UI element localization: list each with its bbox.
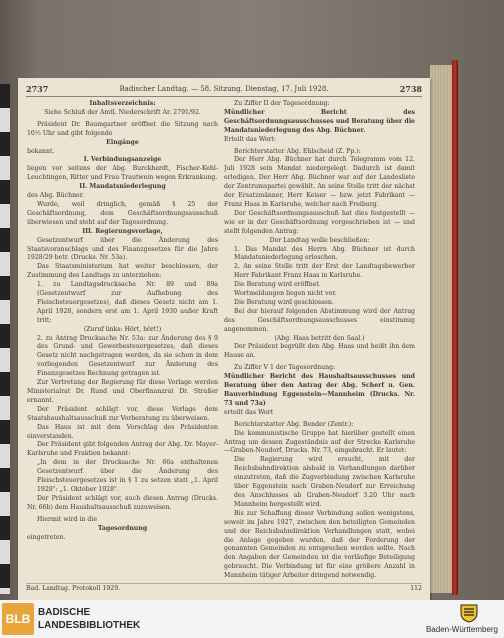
text-paragraph: Die Beratung wird geschlossen. — [234, 298, 334, 306]
text-paragraph: Der Landtag wolle beschließen: — [269, 236, 370, 244]
book-red-edge — [452, 60, 458, 595]
text-paragraph: Bis zur Schaffung dieser Verbindung sollen wenigstens, soweit im Jahre 1927, zwischen den beteiligten Gemeinden und der Reichsbahndirektion Verhandlungen statt, wobei die Anlage gegeben wurden, daß der Forderung der genannten Gemeinden zu entsprechen werden sollte. Nach den Angaben der Gemeinden ist die vorläufige Beteiligung gebraucht. Die Verbindung ist für eine größere Anzahl in Mannheim tätiger Arbeiter dringend notwendig. — [224, 509, 415, 580]
baden-wuerttemberg-crest-icon — [458, 603, 480, 623]
text-paragraph: I. Verbindungsanzeige — [83, 156, 162, 164]
running-header: Badischer Landtag. — 58. Sitzung. Dienstag, 17. Juli 1928. — [119, 85, 329, 93]
text-paragraph: Berichterstatter Abg. Bender (Zentr.): — [234, 420, 354, 428]
text-paragraph: Tagesordnung — [97, 524, 148, 532]
text-paragraph: Inhaltsverzeichnis: — [89, 100, 156, 107]
text-paragraph: Der Präsident schlägt vor, auch diesen Antrag (Drucks. Nr. 66b) dem Haushaltsausschuß zuzuweisen. — [27, 494, 218, 511]
text-paragraph: Zu Ziffer V 1 der Tagesordnung: — [234, 364, 336, 372]
library-name-line2: LANDESBIBLIOTHEK — [38, 620, 141, 631]
library-name — [38, 606, 140, 632]
text-paragraph: erteilt das Wort — [224, 408, 274, 416]
text-paragraph: Mündlicher Bericht des Geschäftsordnungsausschusses und Beratung über die Mandatsniederlegung des Abg. Büchner. — [224, 108, 415, 134]
text-paragraph: II. Mandatsniederlegung — [79, 183, 166, 191]
footer-page-number: 112 — [410, 585, 422, 592]
page-number-left: 2737 — [26, 84, 49, 94]
text-paragraph: (Abg. Haas betritt den Saal.) — [274, 334, 365, 342]
text-paragraph: Das Haus ist mit dem Vorschlag des Präsidenten einverstanden. — [27, 423, 218, 440]
text-paragraph: Der Herr Abg. Büchner hat durch Telegramm vom 12. Juli 1928 sein Mandat niedergelegt. Dadurch ist damit erledigen. Der Herr Abg. Büchner war auf der Landesliste der Zentrumspartei gewählt. An seine Stelle tritt der nächst der Ersatzmänner, Herr Keiser — bzw. jetzt Fabrikant — Franz Haas in Karlsruhe, welcher nach Freiburg. — [224, 156, 415, 208]
text-paragraph: Wurde, weil dringlich, gemäß § 25 der Geschäftsordnung, dem Geschäftsordnungsausschuß überwiesen und steht auf der Tagesordnung. — [27, 200, 218, 226]
text-paragraph: 1. zu Landtagsdrucksache Nr. 89 und 89a (Gesetzentwurf zur Aufhebung des Fleischsteuergesetzes), daß dieses Gesetz nicht am 1. April 1928, sondern erst am 1. April 1930 außer Kraft tritt; — [37, 281, 218, 324]
page-header — [26, 82, 422, 97]
text-paragraph: Wortmeldungen liegen nicht vor. — [234, 290, 337, 298]
text-paragraph: Bei der hierauf folgenden Abstimmung wird der Antrag des Geschäftsordnungsausschusses einstimmig angenommen. — [224, 307, 415, 333]
text-paragraph: Präsident Dr. Baumgartner eröffnet die Sitzung nach 10½ Uhr und gibt folgende — [27, 120, 218, 137]
text-paragraph: des Abg. Büchner. — [27, 192, 84, 200]
text-paragraph: „In dem in der Drucksache Nr. 66a enthaltenen Gesetzentwurf über die Änderung des Fleischsteuergesetzes ist in § 1 zu setzen statt „1. April 1929": „1. Oktober 1928". — [37, 459, 218, 493]
text-paragraph: Zu Ziffer II der Tagesordnung: — [234, 100, 330, 107]
text-paragraph: Der Präsident schlägt vor, diese Vorlage dem Staatshaushaltsausschuß zur Vorberatung zu überweisen. — [27, 405, 218, 422]
text-paragraph: 2. zu Antrag Drucksache Nr. 53a: zur Änderung des § 9 des Grund- und Gewerbesteuergesetzes, daß dieses Gesetz nicht nachgetragen werden, da sie schon in dem vorliegenden Gesetzentwurf zur Änderung des Finanzgesetzes Rechnung getragen ist. — [37, 334, 218, 378]
text-paragraph: Die Beratung wird eröffnet. — [234, 281, 321, 289]
library-banner — [0, 600, 504, 638]
footer-left-note: Bad. Landtag. Protokoll 1929. — [26, 585, 121, 592]
text-paragraph: Eingänge — [106, 138, 139, 146]
right-column — [224, 100, 415, 580]
text-paragraph: 2. An seine Stelle tritt der Erst der Landtagsbewerber Herr Fabrikant Franz Haas in Karlsruhe. — [234, 263, 415, 280]
library-name-line1: BADISCHE — [38, 607, 91, 618]
page-footer — [26, 583, 422, 594]
text-paragraph: Der Präsident gibt folgenden Antrag der Abg. Dr. Mayer-Karlsruhe und Fraktion bekannt: — [27, 441, 218, 458]
text-paragraph: liegen vor seitens der Abg. Burckhardt, Fischer-Kehl-Leuchtingen, Ritter und Frau Trautwein wegen Erkrankung. — [27, 165, 218, 182]
book-page-edges — [430, 65, 453, 593]
text-paragraph: Erteilt das Wort: — [224, 135, 277, 143]
color-scale-strip — [0, 84, 10, 594]
document-page — [18, 78, 430, 600]
baden-wuerttemberg-label: Baden-Württemberg — [425, 625, 498, 634]
text-paragraph: Die kommunistische Gruppe hat hierüber gestellt einen Antrag um dessen Zugeständnis auf der Strecke Karlsruhe—Graben-Neudorf, Drucks. Nr. 73, eingebracht. Er lautet: — [224, 429, 415, 455]
text-paragraph: Der Präsident begrüßt den Abg. Haas und heißt ihn dem Hause an. — [224, 343, 415, 360]
text-paragraph: bekannt. — [27, 147, 55, 155]
text-paragraph: Die Regierung wird ersucht, mit der Reichsbahndirektion alsbald in Verhandlungen darüber einzutreten, daß die Zugverbindung zwischen Karlsruhe über Eggenstein nach Graben-Neudorf zur Erreichung des Anschlusses ab Graben-Neudorf 3.20 Uhr nach Mannheim hergestellt wird. — [234, 456, 415, 508]
left-column — [27, 100, 218, 580]
text-paragraph: Gesetzentwurf über die Änderung des Staatsvoranschlags und des Finanzgesetzes für die Jahre 1928/29 betr. (Drucks. Nr. 53a). — [27, 236, 218, 262]
text-paragraph: III. Regierungsvorlage, — [82, 227, 163, 235]
text-paragraph: Das Staatsministerium hat weiter beschlossen, der Zustimmung des Landtags zu unterziehen: — [27, 263, 218, 280]
text-paragraph: Hiermit wird in die — [37, 515, 97, 523]
text-paragraph: 1. Das Mandat des Herrn Abg. Büchner ist durch Mandatsniederlegung erloschen. — [234, 245, 415, 262]
text-paragraph: (Zuruf links: Hört, hört!) — [83, 325, 162, 333]
text-paragraph: Berichterstatter Abg. Ehlscheid (Z. Pp.): — [234, 147, 361, 155]
text-paragraph: eingetreten. — [27, 533, 66, 541]
text-paragraph: Zur Vertretung der Regierung für diese Vorlage werden Ministerialrat Dr. Rund und Oberfinanzrat Dr. Straßer ernannt. — [27, 379, 218, 404]
text-paragraph: Mündlicher Bericht des Haushaltsausschusses und Beratung über den Antrag der Abg. Scherf u. Gen. Bauverbindung Eggenstein—Mannheim (Drucks. Nr. 73 und 73a) — [224, 373, 415, 407]
text-paragraph: Der Geschäftsordnungsausschuß hat dies festgestellt — wie er in der Geschäftsordnung vorgeschrieben ist — und stellt folgenden Antrag: — [224, 209, 415, 235]
text-paragraph: Siehe Schluß der Amtl. Niederschrift Ar. 2791/92. — [44, 108, 201, 116]
page-number-right: 2738 — [399, 84, 422, 94]
blb-logo[interactable]: BLB — [2, 603, 34, 635]
